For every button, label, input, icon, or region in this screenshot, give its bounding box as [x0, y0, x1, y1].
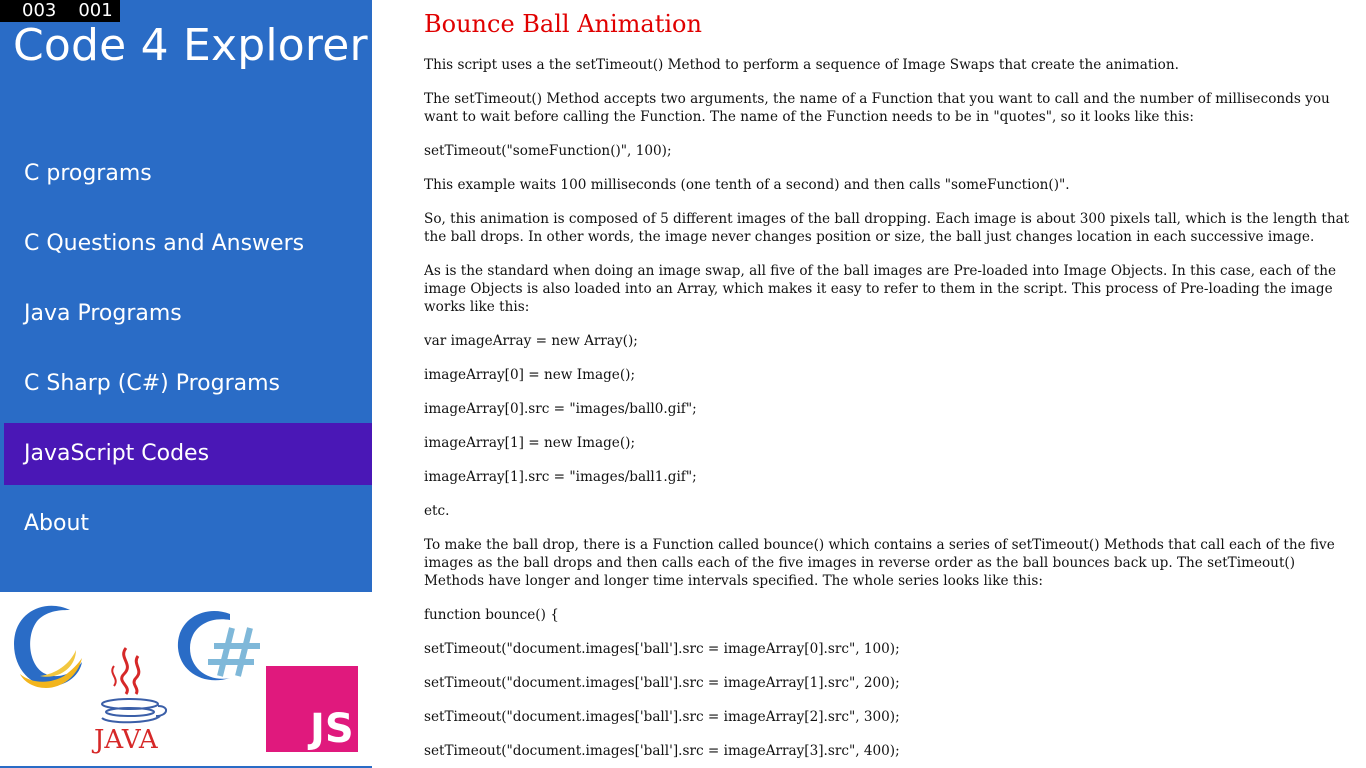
article-paragraph: setTimeout("someFunction()", 100); — [424, 143, 672, 159]
article-paragraph: This script uses a the setTimeout() Method to perform a sequence of Image Swaps that create the animation. — [424, 57, 1179, 73]
language-logos — [0, 592, 372, 768]
article-title: Bounce Ball Animation — [424, 10, 702, 38]
article-paragraph: etc. — [424, 503, 450, 519]
java-logo — [88, 644, 174, 756]
article-paragraph: To make the ball drop, there is a Function called bounce() which contains a series of setTimeout() Methods that call each of the five images as the ball drops and then calls each of the five images in reverse order as the ball bounces back up. The setTimeout() Methods have longer and longer time intervals specified. The whole series looks like this: — [424, 537, 1335, 589]
nav-item-about[interactable]: About — [24, 511, 90, 536]
article-body — [424, 56, 1352, 760]
csharp-logo — [174, 606, 270, 688]
js-logo-text: JS — [310, 706, 354, 752]
article-paragraph: setTimeout("document.images['ball'].src = imageArray[1].src", 200); — [424, 675, 900, 691]
c-language-logo — [10, 600, 86, 692]
article-paragraph: function bounce() { — [424, 607, 559, 623]
nav-item-c-questions[interactable]: C Questions and Answers — [24, 231, 305, 256]
article-paragraph: As is the standard when doing an image swap, all five of the ball images are Pre-loaded into Image Objects. In this case, each of the image Objects is also loaded into an Array, which makes it easy to refer to them in the script. This process of Pre-loading the image works like this: — [424, 263, 1336, 315]
article-paragraph: The setTimeout() Method accepts two arguments, the name of a Function that you want to call and the number of milliseconds you want to wait before calling the Function. The name of the Function needs to be in "quotes", so it looks like this: — [424, 91, 1330, 125]
article-content — [424, 0, 1352, 768]
article-paragraph: imageArray[1] = new Image(); — [424, 435, 636, 451]
article-paragraph: This example waits 100 milliseconds (one tenth of a second) and then calls "someFunction()". — [424, 177, 1070, 193]
article-paragraph: setTimeout("document.images['ball'].src = imageArray[3].src", 400); — [424, 743, 900, 759]
nav-menu — [4, 143, 372, 563]
nav-item-java-programs[interactable]: Java Programs — [24, 301, 182, 326]
app-title: Code 4 Explorer — [13, 20, 368, 71]
article-paragraph: imageArray[1].src = "images/ball1.gif"; — [424, 469, 697, 485]
counter-left: 003 — [22, 0, 57, 21]
counter-right: 001 — [78, 0, 113, 21]
nav-item-javascript-codes[interactable]: JavaScript Codes — [4, 423, 372, 485]
article-paragraph: var imageArray = new Array(); — [424, 333, 638, 349]
java-logo-text: JAVA — [94, 725, 158, 755]
sidebar — [0, 0, 372, 768]
nav-item-c-programs[interactable]: C programs — [24, 161, 152, 186]
article-paragraph: setTimeout("document.images['ball'].src = imageArray[0].src", 100); — [424, 641, 900, 657]
article-paragraph: So, this animation is composed of 5 different images of the ball dropping. Each image is about 300 pixels tall, which is the length that the ball drops. In other words, the image never changes position or size, the ball just changes location in each successive image. — [424, 211, 1350, 245]
javascript-logo — [266, 666, 358, 752]
article-paragraph: imageArray[0].src = "images/ball0.gif"; — [424, 401, 697, 417]
article-paragraph: imageArray[0] = new Image(); — [424, 367, 636, 383]
frame-counter — [0, 0, 120, 22]
article-paragraph: setTimeout("document.images['ball'].src = imageArray[2].src", 300); — [424, 709, 900, 725]
nav-item-csharp-programs[interactable]: C Sharp (C#) Programs — [24, 371, 280, 396]
